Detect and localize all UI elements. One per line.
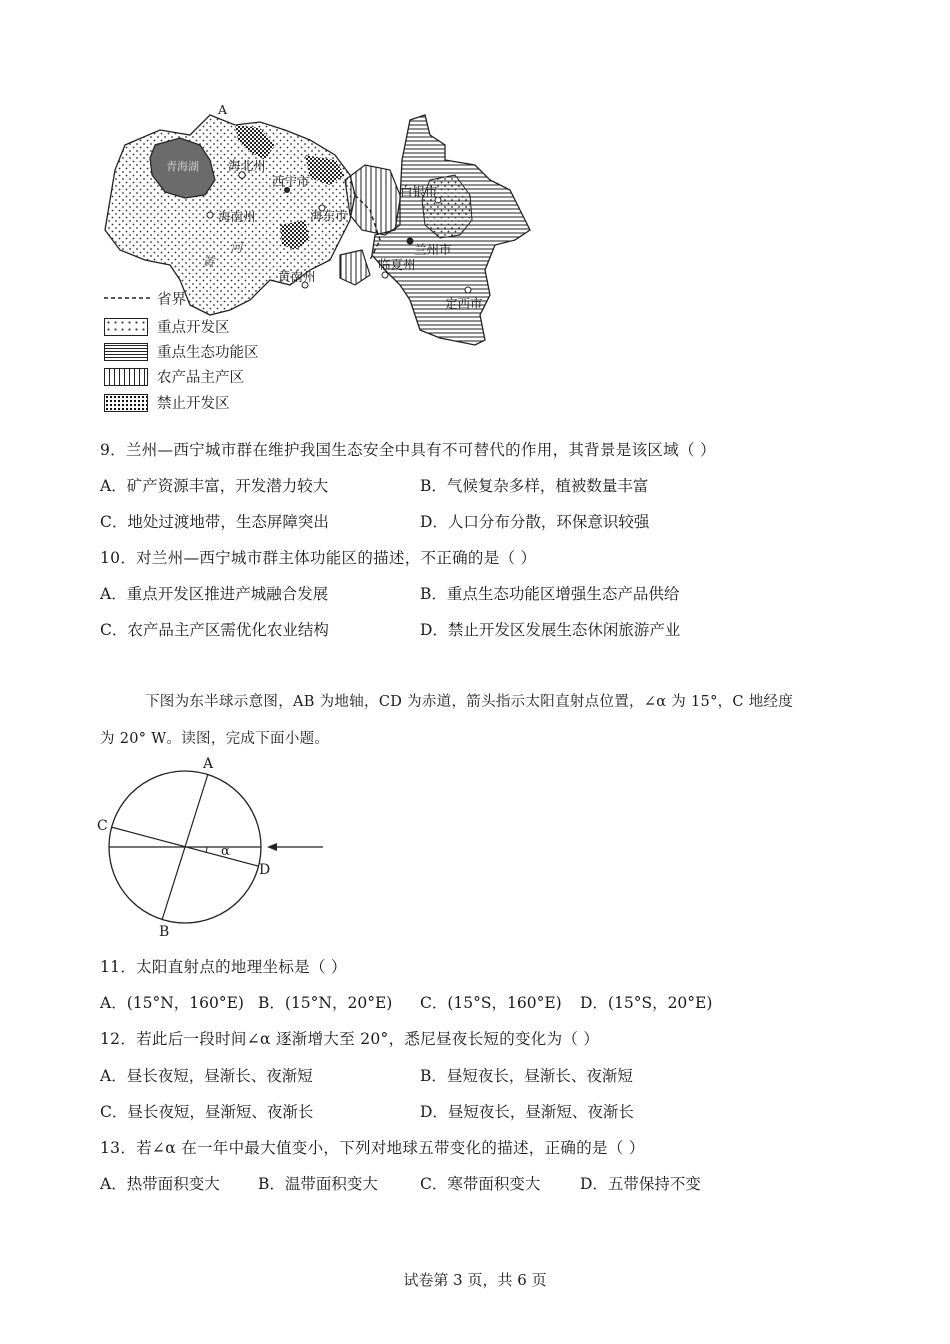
globe-figure <box>95 758 335 943</box>
page-footer: 试卷第 3 页，共 6 页 <box>403 1271 547 1289</box>
q11-option-d[interactable]: D．(15°S，20°E) <box>580 994 713 1012</box>
legend-forbid-swatch <box>104 394 148 412</box>
q11-option-c[interactable]: C．(15°S，160°E) <box>420 994 562 1012</box>
legend-key-dev-label: 重点开发区 <box>157 320 230 336</box>
intro-line-2: 为 20° W。读图，完成下面小题。 <box>100 731 330 747</box>
legend-boundary-line <box>104 296 150 300</box>
legend-key-dev-swatch <box>104 318 148 336</box>
q10-option-a[interactable]: A．重点开发区推进产城融合发展 <box>100 585 329 603</box>
q12-option-c[interactable]: C．昼长夜短，昼渐短、夜渐长 <box>100 1103 314 1121</box>
city-dot-lanzhou <box>407 238 414 245</box>
legend-agri-swatch <box>104 368 148 386</box>
q11-option-a[interactable]: A．(15°N，160°E) <box>100 994 244 1012</box>
globe-diagram <box>95 758 335 943</box>
q11-stem: 11．太阳直射点的地理坐标是（ ） <box>100 958 347 976</box>
legend-eco-label: 重点生态功能区 <box>157 345 259 361</box>
globe-label-d: D <box>259 862 271 878</box>
label-dingxi: 定西市 <box>445 296 483 311</box>
region-map-figure <box>100 100 540 420</box>
q11-option-b[interactable]: B．(15°N，20°E) <box>258 994 393 1012</box>
label-hainan: 海南州 <box>218 209 256 224</box>
q10-option-c[interactable]: C．农产品主产区需优化农业结构 <box>100 621 329 639</box>
q12-option-b[interactable]: B．昼短夜长，昼渐长、夜渐短 <box>420 1067 633 1085</box>
q12-option-a[interactable]: A．昼长夜短，昼渐长、夜渐短 <box>100 1067 313 1085</box>
globe-label-alpha: α <box>221 844 230 859</box>
label-haidong: 海东市 <box>310 208 348 223</box>
legend-eco-swatch <box>104 343 148 361</box>
label-river-2: 黄 <box>202 254 215 269</box>
q9-option-d[interactable]: D．人口分布分散，环保意识较强 <box>420 513 650 531</box>
legend-boundary-label: 省界 <box>157 292 186 308</box>
label-haibei: 海北州 <box>228 158 266 173</box>
label-linxia: 临夏州 <box>378 257 416 272</box>
q13-stem: 13．若∠α 在一年中最大值变小，下列对地球五带变化的描述，正确的是（ ） <box>100 1139 645 1157</box>
q10-stem: 10．对兰州—西宁城市群主体功能区的描述，不正确的是（ ） <box>100 549 537 567</box>
sun-arrow-head <box>267 843 277 851</box>
q9-option-b[interactable]: B．气候复杂多样，植被数量丰富 <box>420 477 649 495</box>
globe-label-c: C <box>97 818 108 834</box>
city-dot-dingxi <box>465 287 471 293</box>
q10-option-b[interactable]: B．重点生态功能区增强生态产品供给 <box>420 585 680 603</box>
legend-forbid-label: 禁止开发区 <box>157 396 230 412</box>
label-xining: 西宁市 <box>272 174 310 189</box>
q13-option-d[interactable]: D．五带保持不变 <box>580 1175 701 1193</box>
q12-stem: 12．若此后一段时间∠α 逐渐增大至 20°，悉尼昼夜长短的变化为（ ） <box>100 1030 600 1048</box>
agri-area-2 <box>340 250 370 285</box>
agri-area <box>345 165 400 235</box>
label-lanzhou: 兰州市 <box>414 242 452 257</box>
q10-option-d[interactable]: D．禁止开发区发展生态休闲旅游产业 <box>420 621 681 639</box>
q13-option-c[interactable]: C．寒带面积变大 <box>420 1175 541 1193</box>
intro-line-1: 下图为东半球示意图，AB 为地轴，CD 为赤道，箭头指示太阳直射点位置，∠α 为 15°，C 地经度 <box>145 694 794 710</box>
city-dot-hainan <box>207 212 213 218</box>
legend-agri-label: 农产品主产区 <box>157 370 244 386</box>
label-river-1: 河 <box>230 240 243 255</box>
label-lake: 青海湖 <box>166 160 199 173</box>
globe-label-a: A <box>203 756 214 772</box>
label-huangnan: 黄南州 <box>278 269 316 284</box>
q13-option-b[interactable]: B．温带面积变大 <box>258 1175 378 1193</box>
label-baiyin: 白银市 <box>400 184 438 199</box>
q12-option-d[interactable]: D．昼短夜长，昼渐短、夜渐长 <box>420 1103 634 1121</box>
q9-option-c[interactable]: C．地处过渡地带，生态屏障突出 <box>100 513 329 531</box>
map-letter-a: A <box>218 102 228 117</box>
q9-option-a[interactable]: A．矿产资源丰富，开发潜力较大 <box>100 477 329 495</box>
globe-label-b: B <box>159 924 170 940</box>
q13-option-a[interactable]: A．热带面积变大 <box>100 1175 220 1193</box>
q9-stem: 9．兰州—西宁城市群在维护我国生态安全中具有不可替代的作用，其背景是该区域（ ） <box>100 441 716 459</box>
